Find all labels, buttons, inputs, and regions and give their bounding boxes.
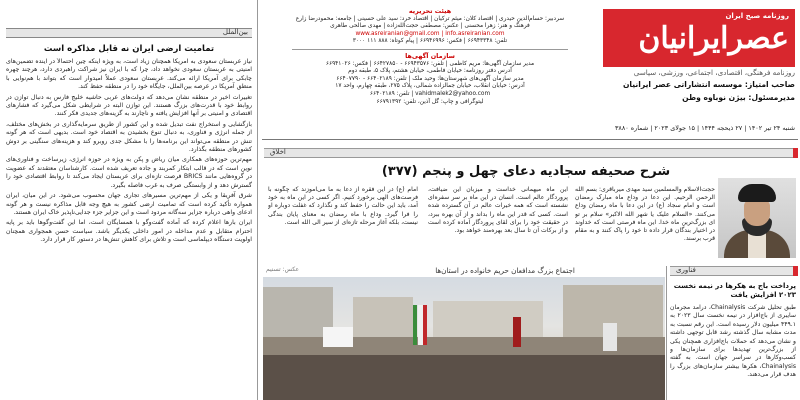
paragraph: نیاز عربستان سعودی به آمریکا همچنان زیاد است، به ویژه اینکه چین احتمالاً در آینده تضمین‌های امنیتی به عربستان سعودی نخواهد داد، چرا که با ایران نیز شراکت راهبردی دارد، هرچند چهره چابکی برای آمریکا ارائه می‌کند. عربستان سعودی عملاً امیدوار است که بتواند با هم‌نوایی با منطق آمریکا در عرصه بین‌الملل، جایگاه خود را در منطقه حفظ کند. xyxy=(6,58,252,91)
ads-line: آدرس دفتر روزنامه: خیابان فاطمی، خیابان هشتم، پلاک ۵، طبقه دوم xyxy=(348,68,512,75)
author-portrait xyxy=(718,178,796,258)
article-headline: تمامیت ارضی ایران نه قابل مذاکره است xyxy=(43,44,215,54)
article-body xyxy=(6,58,252,398)
printing-line: لیتوگرافی و چاپ: گل آذین، تلفن: ۶۶۷۹۱۳۹۲ xyxy=(376,98,484,105)
article-body: طبق تحلیل شرکت Chainalysis، درآمد مجرمان سایبری از باج‌افزار در نیمه نخست سال ۲۰۲۳ به ۴۴۹.۱ میلیون دلار رسیده است. این رقم نسبت به مدت مشابه سال گذشته رشد قابل توجهی داشته و نشان می‌دهد که حملات باج‌افزاری همچنان یکی از بزرگ‌ترین تهدیدها برای سازمان‌ها و کسب‌وکارها در سراسر جهان است. به گفته Chainalysis، هکرها بیشتر سازمان‌های بزرگ را هدف قرار می‌دهند. xyxy=(670,304,796,379)
divider xyxy=(292,49,568,50)
photo-credit: عکس: تسنیم xyxy=(266,266,300,273)
section-bar-international xyxy=(6,28,252,38)
paragraph: بازگشایی و استخراج نفت تبدیل شده و این کشور از طریق سرمایه‌گذاری در بخش‌های مختلف، از جمله انرژی و فناوری، به دنبال تنوع بخشیدن به اقتصاد خود است. بدیهی است که هر گونه تنش در منطقه می‌تواند این برنامه‌ها را با مشکل جدی روبرو کند و هزینه‌های سنگینی بر دوش کشورهای منطقه بگذارد. xyxy=(6,120,252,154)
logo-wordmark: عصرایرانیان xyxy=(638,21,789,56)
article-column: امام (ع) در این فقره از دعا به ما می‌آموزند که چگونه با فرصت‌های الهی برخورد کنیم. اگر کسی در این ماه به خود آمد، باید این حالت را حفظ کند و نگذارد که غفلت دوباره او را فرا گیرد. وداع با ماه رمضان به معنای پایان بندگی نیست، بلکه آغاز مرحله تازه‌ای از سیر الی الله است. xyxy=(268,186,418,226)
paragraph: شرق آفریقا و یکی از مهم‌ترین مسیرهای تجاری جهان محسوب می‌شود. در این میان، ایران همواره تأکید کرده است که تمامیت ارضی کشور به هیچ وجه قابل مذاکره نیست و هر گونه ادعای واهی درباره جزایر سه‌گانه مردود است و این جزایر جزء جدایی‌ناپذیر خاک ایران هستند. xyxy=(6,192,252,216)
banner-shape xyxy=(323,327,353,347)
editorial-line: فرهنگ و هنر: زهرا محسنی | عکس: مصطفی حجت‌الله‌زاده | مهدی صالحی طاهری xyxy=(330,23,530,30)
ads-line: مدیر سازمان آگهی‌ها: مریم کاظمی | تلفن: ۶۶۹۴۳۵۷۶ - ۶۶۴۲۷۸۵۰ | فکس: ۶۶۹۴۱۰۲۶ xyxy=(325,60,535,67)
crowd-shape xyxy=(263,355,665,400)
photo-caption: اجتماع بزرگ مدافعان حریم خانواده در استان‌ها xyxy=(435,266,575,275)
section-bar-akhlagh xyxy=(264,148,794,158)
flag-shape xyxy=(413,305,417,345)
section-label: فناوری xyxy=(676,266,696,274)
banner-shape xyxy=(603,323,617,351)
vertical-divider xyxy=(666,266,667,400)
editorial-title: هیئت تحریریه xyxy=(408,7,452,15)
section-marker-icon xyxy=(793,266,798,276)
article-column: حجت‌الاسلام والمسلمین سید مهدی میرباقری: بسم الله الرحمن الرحیم. این دعا در وداع ماه مبارک رمضان است و امام سجاد (ع) در این دعا با ماه رمضان وداع می‌کنند. «السلام علیک یا شهر الله الاکبر» سلام بر تو ای بزرگ‌ترین ماه خدا. این ماه فرصتی است که خداوند در اختیار بندگان قرار داده تا خود را پاک کنند و به مقام قرب برسند. xyxy=(575,186,715,243)
contact-line: تلفن: ۶۶۹۴۳۳۴۸ | فکس: ۶۶۹۴۶۹۹۶ | پیام کوتاه: ۸۸۸ ۱۱۱ ۳۰۰۰ xyxy=(352,38,508,45)
web-line[interactable]: www.asreiranian@gmail.com | info.asreiranian.com xyxy=(355,30,505,37)
logo-tagline: روزنامه صبح ایران xyxy=(725,12,789,20)
article-headline: پرداخت باج به هکرها در نیمه نخست ۲۰۲۳ افزایش یافت xyxy=(673,282,796,299)
ads-title: سازمان آگهی‌ها xyxy=(405,51,455,60)
editorial-line: سردبیر: حسام‌الدین حیدری | اقتصاد کلان: میثم ترکیان | اقتصاد خرد: سید علی حسینی | جامعه: محمودرضا زارع xyxy=(295,15,565,22)
newspaper-logo xyxy=(603,9,795,67)
paragraph: تغییرات اخیر در منطقه نشان می‌دهد که دولت‌های عربی حاشیه خلیج فارس به دنبال توازن در روابط خود با قدرت‌های بزرگ هستند. این توازن البته در شرایطی شکل می‌گیرد که فشارهای اقتصادی و امنیتی بر آنها افزایش یافته و ناچارند به گزینه‌های جدیدی فکر کنند. xyxy=(6,93,252,118)
paragraph: ایران بارها اعلام کرده که آماده گفت‌وگو با همسایگان است، اما این گفت‌وگوها باید بر پایه احترام متقابل و عدم مداخله در امور داخلی یکدیگر باشد. سیاست حسن همجواری همچنان اولویت دستگاه دیپلماسی است و تلاش برای کاهش تنش‌ها در دستور کار قرار دارد. xyxy=(6,219,252,244)
newspaper-subtitle: روزنامه فرهنگی، اقتصادی، اجتماعی، ورزشی، سیاسی xyxy=(633,68,795,77)
article-title: شرح صحیفه سجادیه دعای چهل و پنجم (۳۷۷) xyxy=(381,164,671,179)
owner-line: صاحب امتیاز: موسسه انتشاراتی عصر ایرانیان xyxy=(622,80,795,89)
flag-shape xyxy=(423,305,427,345)
section-label: بین‌الملل xyxy=(222,28,248,36)
left-column xyxy=(0,0,258,400)
section-marker-icon xyxy=(793,148,798,158)
section-bar-fanavari xyxy=(670,266,794,276)
ads-line: مدیر سازمان آگهی‌های شهرستان‌ها: وحید ملک | تلفن: ۶۶۴۰۲۱۸۹ - ۶۶۴۰۷۷۹۰ xyxy=(336,75,524,82)
section-label: اخلاق xyxy=(270,148,286,156)
rally-photo xyxy=(263,277,665,400)
paragraph: مهم‌ترین حوزه‌های همکاری میان ریاض و پکن به ویژه در حوزه انرژی، زیرساخت و فناوری‌های نوین است که در قالب ابتکار کمربند و جاده تعریف شده است. کارشناسان معتقدند که عضویت در گروه‌هایی مانند BRICS فرصت تازه‌ای برای عربستان ایجاد می‌کند تا روابط اقتصادی خود را گسترش دهد و از وابستگی صرف به غرب فاصله بگیرد. xyxy=(6,156,252,189)
article-column: این ماه میهمانی خداست و میزبان این ضیافت، پروردگار عالم است. انسان در این ماه بر سر سفره‌ای نشسته است که همه خیرات عالم در آن گسترده شده است. کسی که قدر این ماه را بداند و از آن بهره ببرد، در حقیقت خود را برای لقای پروردگار آماده کرده است و از برکات آن تا سال بعد بهره‌مند خواهد بود. xyxy=(428,186,568,235)
horizontal-divider xyxy=(262,139,798,140)
email-line[interactable]: vahidmalek2@yahoo.com | تلفن: ۶۶۴۰۲۱۸۹ xyxy=(369,90,491,97)
face-shape xyxy=(744,200,770,226)
issue-date-line: شنبه ۲۴ تیر ۱۴۰۲ | ۲۷ ذیحجه ۱۴۴۴ | ۱۵ جولای ۲۰۲۳ | شماره ۳۸۸۰ xyxy=(615,124,795,132)
turban-shape xyxy=(738,184,776,202)
staff-info-box xyxy=(262,8,598,136)
manager-line: مدیرمسئول: بیژن نوباوه وطن xyxy=(682,93,795,102)
banner-shape xyxy=(513,317,521,347)
ads-line: آدرس: خیابان انقلاب، خیابان جمالزاده شمالی، پلاک ۲۷۵، طبقه چهارم، واحد ۱۷ xyxy=(335,83,525,90)
